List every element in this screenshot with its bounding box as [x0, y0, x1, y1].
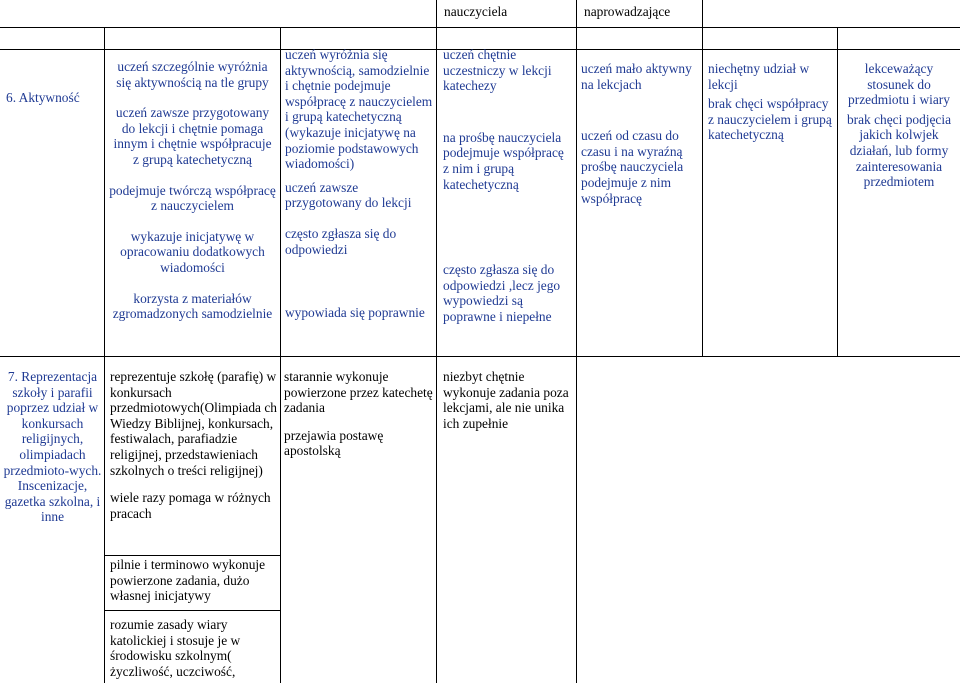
- row6-grade6-item: uczeń zawsze przygotowany do lekcji i chętnie pomaga innym i chętnie współpracuje z grupą katechetyczną: [113, 105, 272, 167]
- row6-grade5-item: często zgłasza się do odpowiedzi: [285, 225, 397, 257]
- row7-grade5-item: starannie wykonuje powierzone przez katechetę zadania: [284, 369, 433, 416]
- row6-grade1-item: lekceważący stosunek do przedmiotu i wiary: [848, 61, 950, 108]
- row6-grade6-item: wykazuje inicjatywę w opracowaniu dodatkowych wiadomości: [120, 228, 265, 275]
- row6-grade4-item: często zgłasza się do odpowiedzi ,lecz jego wypowiedzi są poprawne i niepełne: [443, 262, 561, 324]
- header-cell-teacher: [444, 4, 572, 20]
- row7-grade5-cell: [284, 369, 434, 459]
- row7-grade5-item: przejawia postawę apostolską: [284, 427, 384, 459]
- row6-grade1-cell: [842, 61, 956, 190]
- row6-grade4-cell: [443, 47, 573, 325]
- row7-grade6-item: rozumie zasady wiary katolickiej i stosuje je w środowisku szkolnym( życzliwość, uczciwość,: [110, 617, 241, 679]
- row7-label: 7. Reprezentacja szkoły i parafii poprzez udział w konkursach religijnych, olimpiadach przedmioto-wych. Inscenizacje, gazetka szkolna, i inne: [3, 369, 102, 525]
- row7-grade6-block3: [110, 617, 280, 683]
- row6-grade3-cell: [581, 61, 701, 206]
- row6-grade4-item: uczeń chętnie uczestniczy w lekcji katechezy: [443, 47, 552, 94]
- row6-grade5-item: wypowiada się poprawnie: [285, 305, 425, 321]
- row6-grade2-item: niechętny udział w lekcji: [708, 61, 810, 92]
- row6-grade3-item: uczeń mało aktywny na lekcjach: [581, 61, 692, 92]
- row6-grade6-item: uczeń szczególnie wyróżnia się aktywnością na tle grupy: [116, 59, 269, 90]
- row6-grade5-item: uczeń wyróżnia się aktywnością, samodzielnie i chętnie podejmuje współpracę z nauczycielem i grupą katechetyczną (wykazuje inicjatywę na poziomie podstawowych wiadomości): [285, 47, 433, 172]
- row6-label-cell: [6, 90, 100, 106]
- row6-grade2-item: brak chęci współpracy z nauczycielem i grupą katechetyczną: [708, 96, 832, 143]
- row7-grade6-item: wiele razy pomaga w różnych pracach: [110, 490, 271, 521]
- row6-grade5-item: uczeń zawsze przygotowany do lekcji: [285, 179, 412, 211]
- row6-grade6-item: podejmuje twórczą współpracę z nauczycielem: [109, 182, 276, 214]
- row7-grade6-block1: [110, 369, 280, 521]
- row6-grade2-cell: [708, 61, 836, 143]
- row6-grade3-item: uczeń od czasu do czasu i na wyraźną prośbę nauczyciela podejmuje z nim współpracę: [581, 128, 684, 206]
- row6-grade4-item: na prośbę nauczyciela podejmuje współpracę z nim i grupą katechetyczną: [443, 129, 564, 192]
- header-cell-intro: [584, 4, 700, 20]
- row6-grade1-item: brak chęci podjęcia jakich kolwjek działań, lub formy zainteresowania przedmiotem: [846, 111, 952, 190]
- row6-label: 6. Aktywność: [6, 90, 80, 105]
- row6-grade6-cell: [109, 59, 276, 322]
- row7-label-cell: [2, 369, 103, 525]
- row7-grade4-item: niezbyt chętnie wykonuje zadania poza lekcjami, ale nie unika ich zupełnie: [443, 369, 569, 431]
- row6-grade5-cell: [285, 47, 435, 321]
- row7-grade4-cell: [443, 369, 573, 431]
- row7-grade6-item: pilnie i terminowo wykonuje powierzone zadania, dużo własnej inicjatywy: [110, 557, 266, 604]
- row7-grade6-block2: [110, 557, 280, 604]
- header-teacher-text: nauczyciela: [444, 4, 508, 19]
- header-intro-text: naprowadzające: [584, 4, 671, 19]
- row7-grade6-item: reprezentuje szkołę (parafię) w konkursach przedmiotowych(Olimpiada ch Wiedzy Biblijnej, konkursach, festiwalach, parafiadzie religijnej, przedstawieniach szkolnych o treści religijnej): [110, 369, 277, 478]
- row6-grade6-item: korzysta z materiałów zgromadzonych samodzielnie: [112, 290, 273, 322]
